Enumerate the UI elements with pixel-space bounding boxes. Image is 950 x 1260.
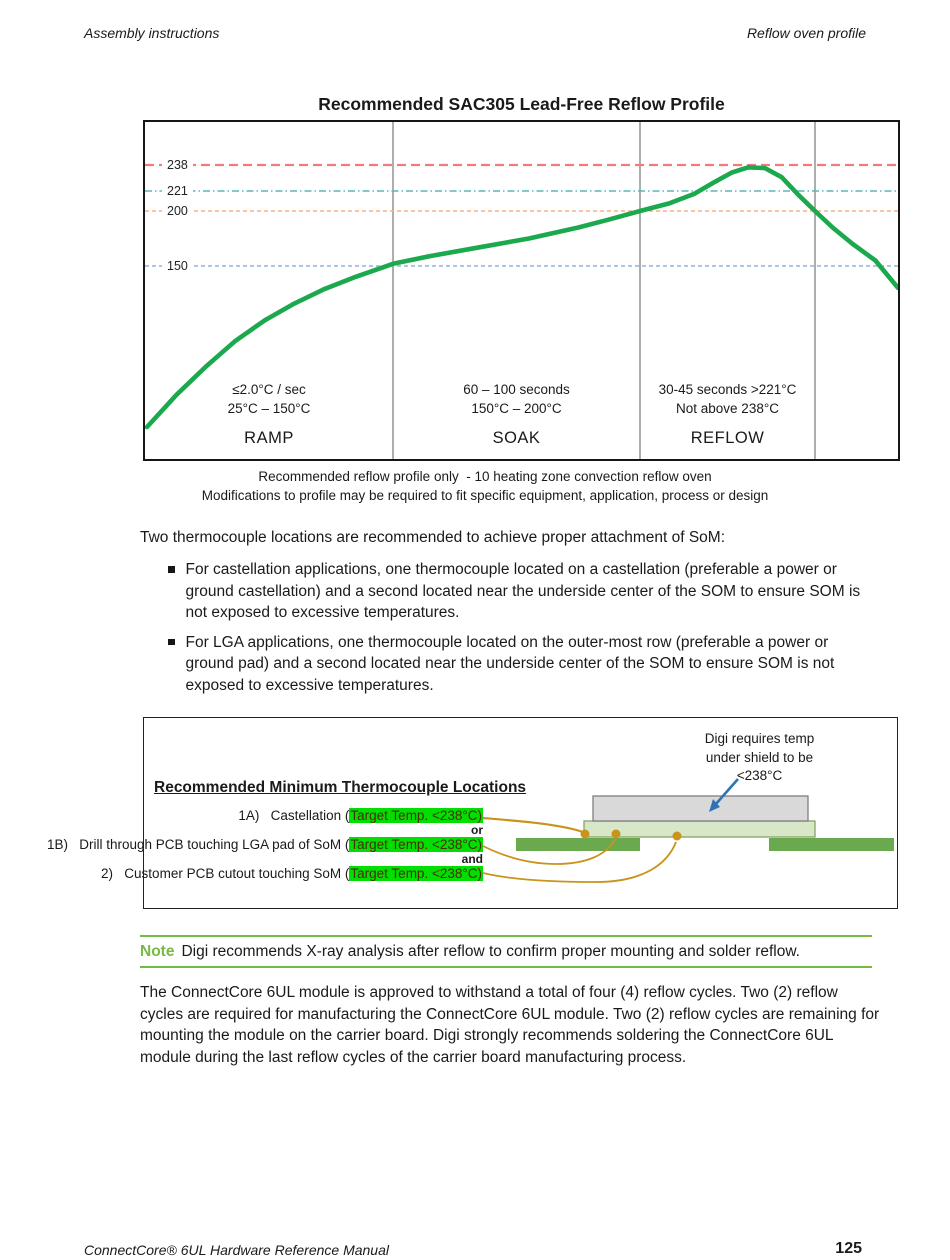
shield-rect	[593, 796, 808, 821]
zone-text: REFLOW	[690, 429, 765, 447]
row-joiner-or: or	[471, 823, 483, 837]
thermocouple-dot-1a	[581, 830, 590, 839]
chart-caption-line1: Recommended reflow profile only - 10 heating zone convection reflow oven	[258, 469, 712, 484]
row-joiner-and: and	[461, 852, 483, 866]
intro-paragraph: Two thermocouple locations are recommended to achieve proper attachment of SoM:	[140, 529, 726, 546]
y-axis-label-221: 221	[162, 183, 193, 199]
thermocouple-location-row	[47, 808, 483, 824]
zone-text: ≤2.0°C / sec	[232, 382, 306, 397]
callout-line: <238°C	[736, 768, 783, 783]
zone-text: SOAK	[492, 429, 541, 447]
target-temp-highlight: Target Temp. <238°C)	[350, 866, 482, 881]
shield-temp-callout	[672, 730, 847, 786]
thermocouple-locations-figure	[47, 717, 898, 909]
zone-text: 60 – 100 seconds	[463, 382, 570, 397]
zone-text: RAMP	[244, 429, 294, 447]
zone-text: 30-45 seconds >221°C	[658, 382, 797, 397]
zone-annotation-reflow	[640, 380, 815, 448]
note-text: Digi recommends X-ray analysis after reflow to confirm proper mounting and solder reflow.	[181, 943, 800, 960]
target-temp-highlight: Target Temp. <238°C)	[350, 808, 482, 823]
header-section-title: Assembly instructions	[84, 25, 220, 41]
thermocouple-dot-2	[673, 832, 682, 841]
carrier-pcb-left-rect	[516, 838, 640, 851]
callout-line: under shield to be	[705, 749, 814, 765]
carrier-pcb-right-rect	[769, 838, 894, 851]
zone-annotation-soak	[393, 380, 640, 448]
reflow-profile-chart	[143, 120, 900, 461]
note-rule-bottom	[140, 966, 872, 968]
bullet-marker-icon	[168, 566, 175, 573]
row-prefix: 1B) Drill through PCB touching LGA pad of SoM (	[47, 837, 350, 852]
thermocouple-location-row	[47, 866, 483, 882]
zone-text: 25°C – 150°C	[227, 401, 311, 416]
thermocouple-dot-1b	[612, 830, 621, 839]
note-label: Note	[140, 943, 175, 960]
bullet-text: For castellation applications, one thermocouple located on a castellation (preferable a power or ground castellation) and a second located near the underside center of the SOM to ensure SOM is not exposed to excessive temperatures.	[185, 561, 861, 621]
bullet-item	[168, 632, 880, 697]
row-prefix: 2) Customer PCB cutout touching SoM (	[101, 866, 350, 881]
body-paragraph: The ConnectCore 6UL module is approved to withstand a total of four (4) reflow cycles. Two (2) reflow cycles are required for manufacturing the ConnectCore 6UL module. Two (2) reflow cycles are remaining for mounting the module on the carrier board. Digi strongly recommends soldering the ConnectCore 6UL module during the last reflow cycles of the carrier board manufacturing process.	[140, 984, 880, 1066]
y-axis-label-200: 200	[162, 203, 193, 219]
chart-caption-line2: Modifications to profile may be required to fit specific equipment, application, process or design	[201, 488, 769, 503]
thermocouple-location-row	[47, 837, 483, 853]
target-temp-highlight: Target Temp. <238°C)	[350, 837, 482, 852]
header-topic-title: Reflow oven profile	[746, 25, 866, 41]
note-block	[140, 943, 880, 961]
footer-manual-title: ConnectCore® 6UL Hardware Reference Manual	[84, 1242, 389, 1258]
zone-text: 150°C – 200°C	[471, 401, 562, 416]
bullet-item	[168, 559, 880, 624]
connector-line-1a	[483, 818, 583, 832]
chart-title: Recommended SAC305 Lead-Free Reflow Profile	[318, 94, 725, 114]
bullet-text: For LGA applications, one thermocouple located on the outer-most row (preferable a power or ground pad) and a second located near the underside center of the SOM to ensure SOM is not exposed to excessive temperatures.	[185, 633, 835, 694]
zone-text: Not above 238°C	[676, 401, 779, 416]
thermocouple-location-list	[47, 808, 483, 882]
zone-annotation-ramp	[145, 380, 393, 448]
bullet-list	[168, 559, 880, 696]
row-prefix: 1A) Castellation (	[238, 808, 350, 823]
figure-title: Recommended Minimum Thermocouple Locations	[154, 779, 527, 796]
footer-page-number: 125	[835, 1240, 862, 1257]
bullet-marker-icon	[168, 639, 175, 646]
y-axis-label-150: 150	[162, 258, 193, 274]
callout-line: Digi requires temp	[704, 731, 815, 746]
note-rule-top	[140, 935, 872, 937]
y-axis-label-238: 238	[162, 157, 193, 173]
